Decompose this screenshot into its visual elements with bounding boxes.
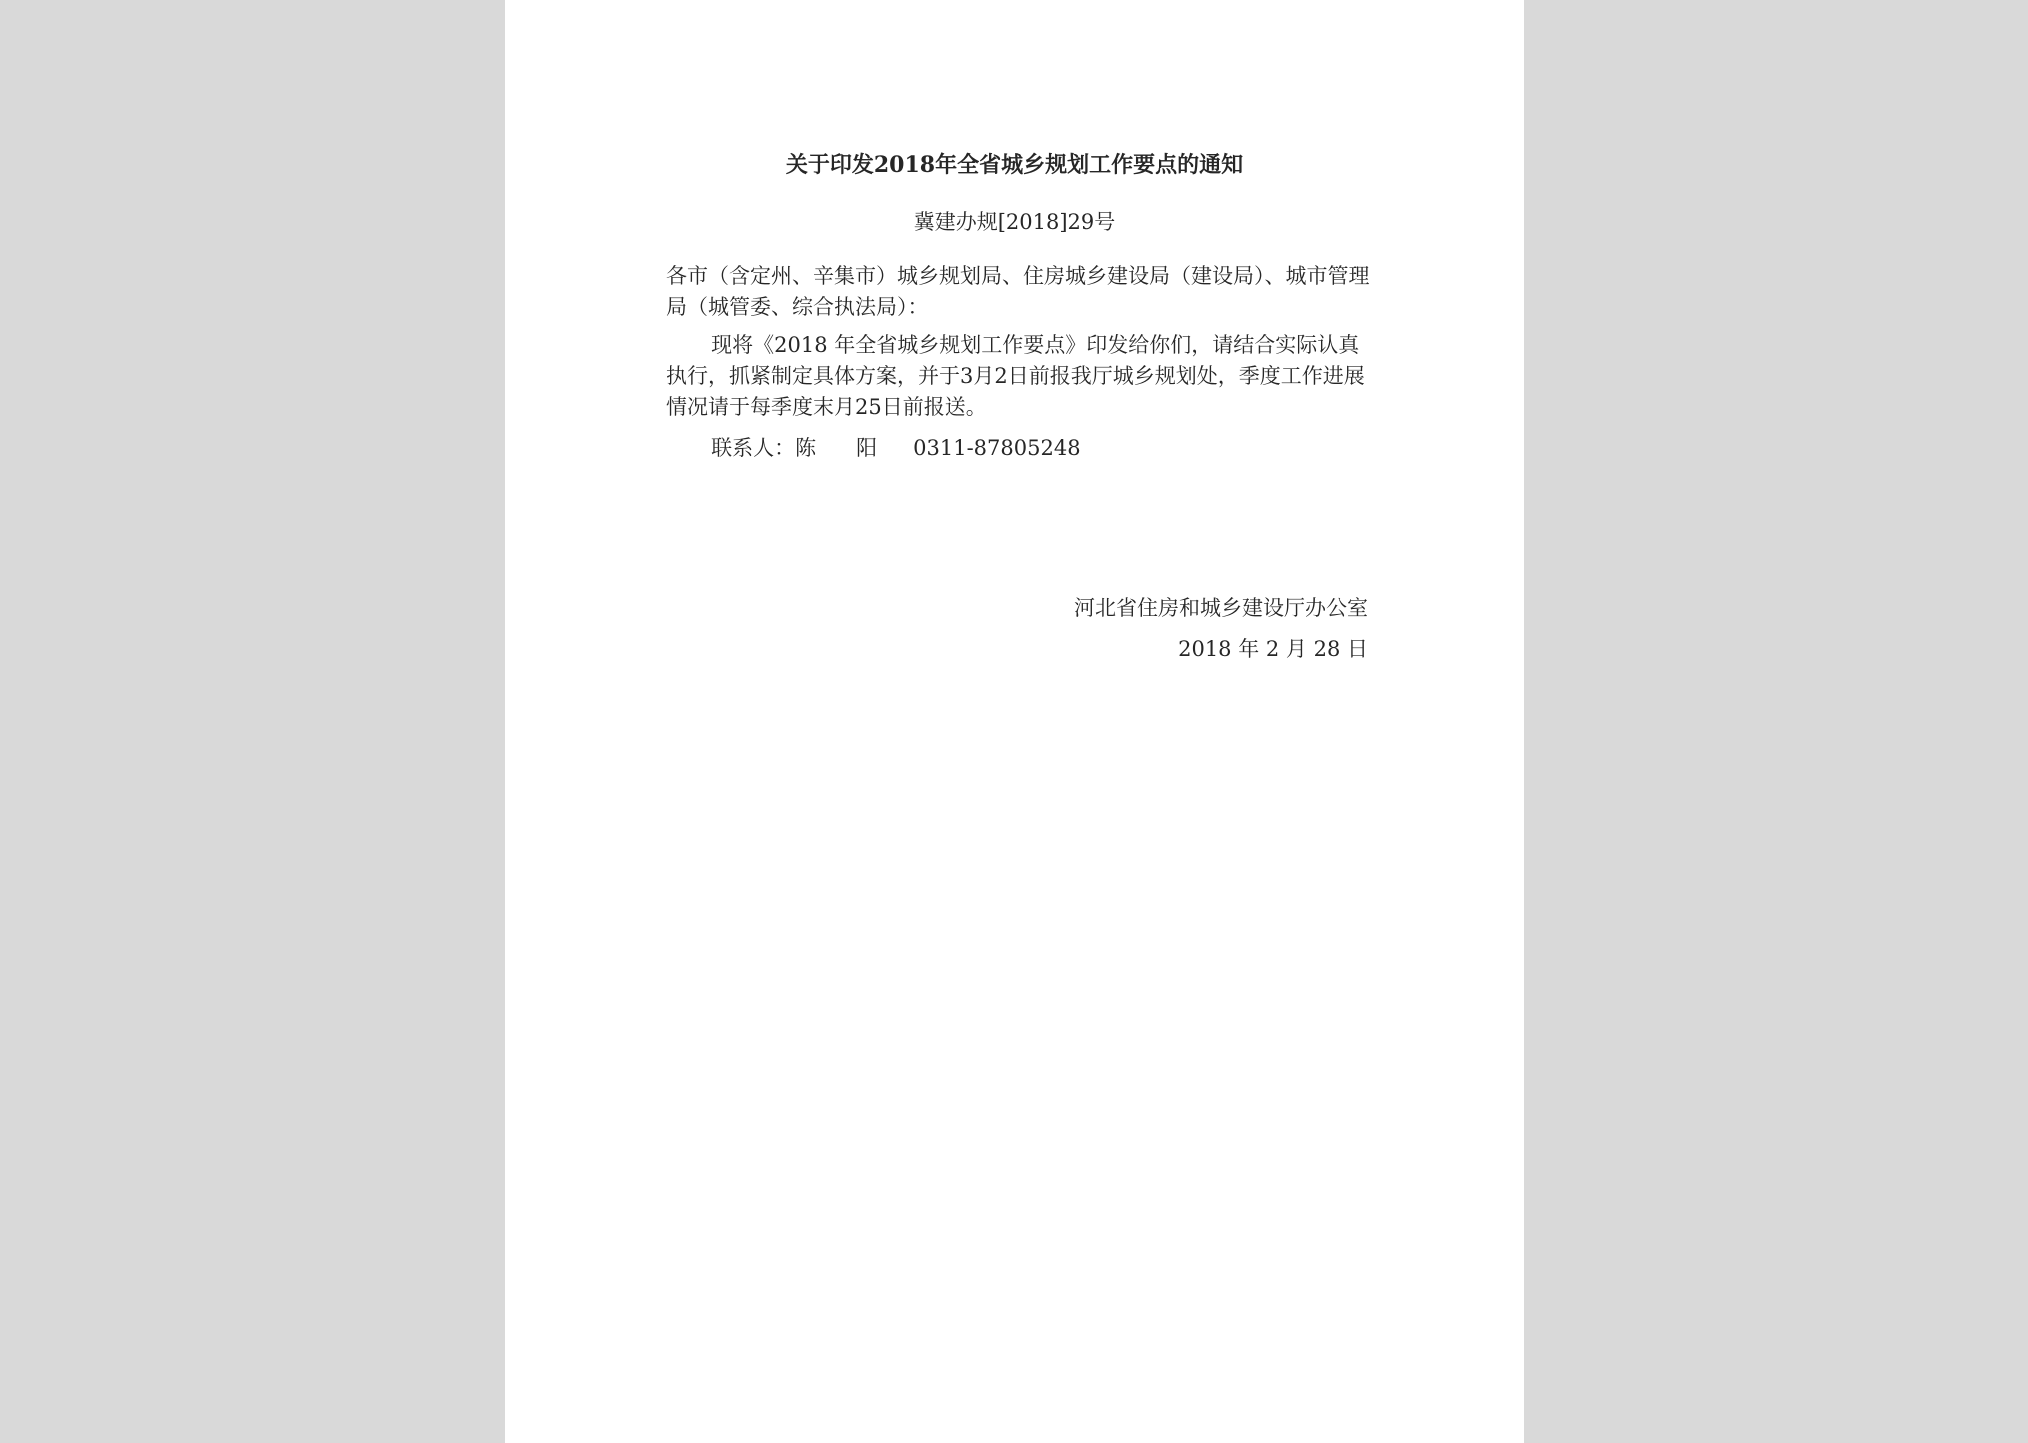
- signature-organization: 河北省住房和城乡建设厅办公室: [1074, 596, 1368, 620]
- contact-phone: 0311-87805248: [913, 436, 1081, 460]
- contact-name-part1: 陈: [795, 436, 817, 460]
- document-page: [505, 0, 1524, 1443]
- recipients-paragraph: 各市（含定州、辛集市）城乡规划局、住房城乡建设局（建设局）、城市管理局（城管委、综合执法局）：: [666, 264, 1370, 319]
- signature-date: 2018 年 2 月 28 日: [1178, 637, 1368, 661]
- contact-line: [666, 433, 1371, 464]
- document-title: 关于印发2018年全省城乡规划工作要点的通知: [785, 152, 1244, 178]
- document-number: 冀建办规[2018]29号: [913, 210, 1116, 234]
- body-paragraph: 现将《2018 年全省城乡规划工作要点》印发给你们，请结合实际认真执行，抓紧制定具体方案，并于3月2日前报我厅城乡规划处，季度工作进展情况请于每季度末月25日前报送。: [666, 333, 1365, 419]
- contact-label: 联系人：: [711, 436, 796, 460]
- contact-name-part2: 阳: [856, 436, 878, 460]
